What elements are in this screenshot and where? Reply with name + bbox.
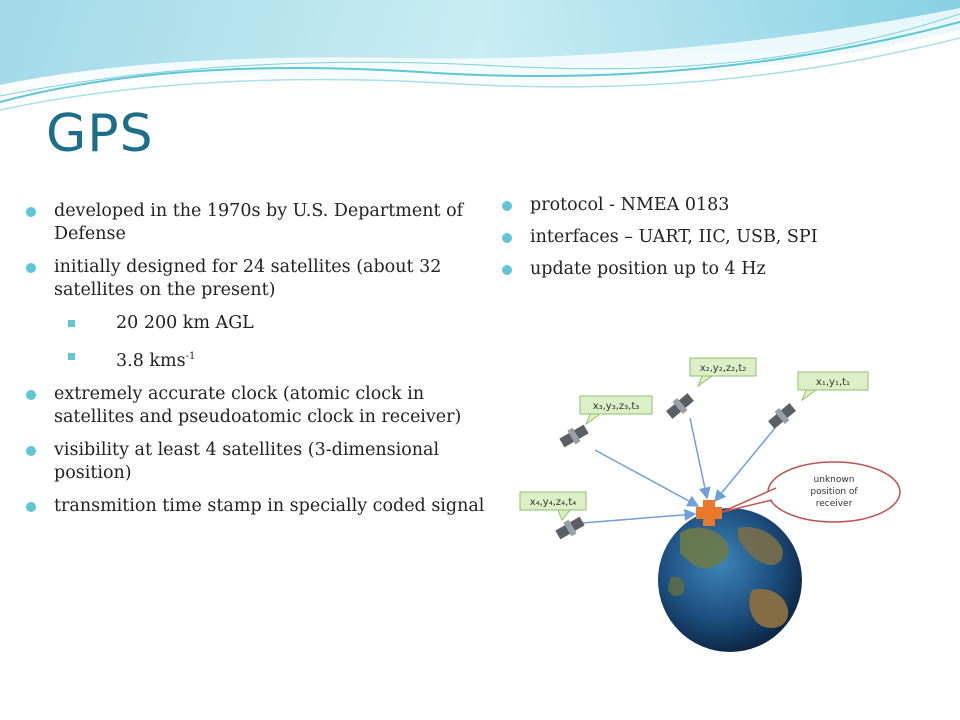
bubble-text: position of <box>810 487 858 497</box>
sub-list-item <box>22 312 502 335</box>
superscript: -1 <box>185 351 196 362</box>
callout-text: x₁,y₁,t₁ <box>815 377 851 388</box>
list-item <box>22 439 502 485</box>
bullet-dot-icon <box>502 201 512 211</box>
sub-list-item <box>22 345 502 373</box>
list-item <box>498 258 938 281</box>
bullet-text: initially designed for 24 satellites (about 32 satellites on the present) <box>54 257 442 300</box>
satellite-icon <box>558 422 590 450</box>
bullet-dot-icon <box>502 233 512 243</box>
bullet-text: protocol - NMEA 0183 <box>530 195 730 215</box>
satellite-callout <box>580 396 652 424</box>
bullet-text: interfaces – UART, IIC, USB, SPI <box>530 227 818 247</box>
right-bullet-list <box>498 194 938 290</box>
left-bullet-list <box>22 200 502 528</box>
bullet-text: developed in the 1970s by U.S. Department of Defense <box>54 201 464 244</box>
callout-text: x₃,y₃,z₃,t₃ <box>592 401 640 412</box>
satellite-callout <box>690 358 756 386</box>
sub-bullet-text: 20 200 km AGL <box>116 313 254 333</box>
bullet-text: update position up to 4 Hz <box>530 259 766 279</box>
bubble-text: unknown <box>813 475 855 485</box>
square-bullet-icon <box>68 320 75 327</box>
satellite-icon <box>766 401 798 431</box>
earth-globe-icon <box>658 508 802 652</box>
bubble-text: receiver <box>815 499 853 509</box>
signal-arrows <box>582 418 775 523</box>
satellite-icon <box>664 391 696 421</box>
satellite-icon <box>554 514 586 542</box>
list-item <box>22 383 502 429</box>
list-item <box>498 194 938 217</box>
list-item <box>498 226 938 249</box>
callout-text: x₂,y₂,z₂,t₂ <box>699 363 747 374</box>
list-item <box>22 200 502 246</box>
list-item <box>22 495 502 518</box>
bullet-dot-icon <box>26 446 36 456</box>
list-item <box>22 256 502 302</box>
callout-text: x₄,y₄,z₄,t₄ <box>529 497 577 508</box>
satellite-callout <box>798 372 868 400</box>
bullet-text: transmition time stamp in specially coded signal <box>54 495 485 516</box>
bullet-dot-icon <box>26 502 36 512</box>
bullet-dot-icon <box>26 207 36 217</box>
bullet-dot-icon <box>26 263 36 273</box>
bullet-dot-icon <box>502 265 512 275</box>
bullet-text: visibility at least 4 satellites (3-dimensional position) <box>54 439 440 483</box>
square-bullet-icon <box>68 353 75 360</box>
bullet-dot-icon <box>26 390 36 400</box>
satellite-callout <box>520 492 586 520</box>
sub-bullet-text: 3.8 kms <box>116 350 186 371</box>
bullet-text: extremely accurate clock (atomic clock in satellites and pseudoatomic clock in receiver) <box>54 383 462 427</box>
gps-trilateration-diagram <box>500 328 940 678</box>
slide-title: GPS <box>46 104 154 164</box>
